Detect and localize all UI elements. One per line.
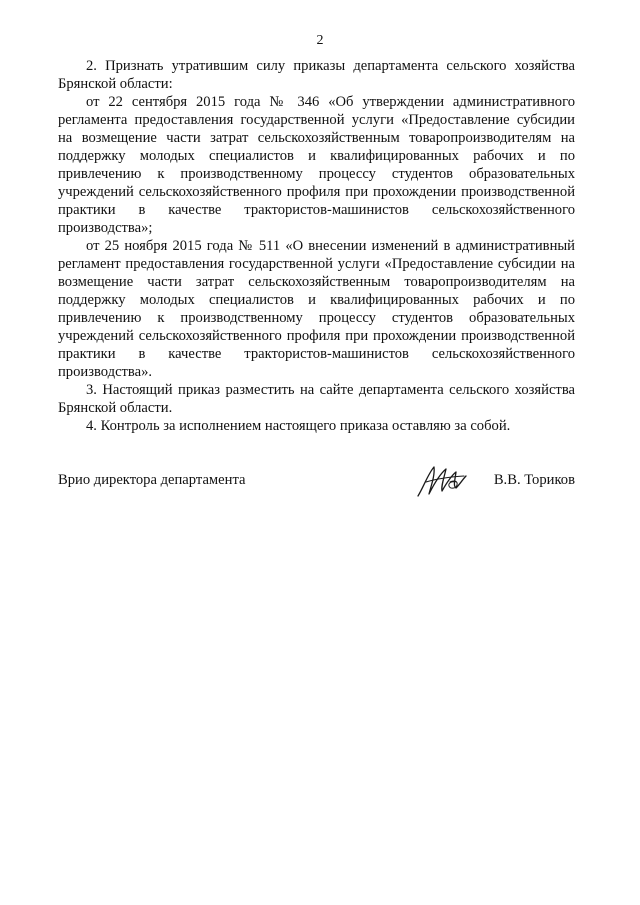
- signer-title: Врио директора департамента: [58, 472, 246, 488]
- document-body: [58, 57, 575, 435]
- handwritten-signature: [414, 464, 474, 498]
- paragraph-item-4: 4. Контроль за исполнением настоящего приказа оставляю за собой.: [86, 418, 511, 434]
- paragraph-item-2: 2. Признать утратившим силу приказы департамента сельского хозяйства Брянской области:: [58, 58, 575, 92]
- signer-name: В.В. Ториков: [493, 472, 575, 488]
- page-number: 2: [316, 33, 324, 48]
- paragraph-order-346: от 22 сентября 2015 года № 346 «Об утверждении административного регламента предоставления государственной услуги «Предоставление субсидии на возмещение части затрат сельскохозяйственным товаропроизводителям на поддержку молодых специалистов и квалифицированных рабочих и по привлечению к производственному процессу студентов образовательных учреждений сельскохозяйственного профиля при прохождении производственной практики в качестве трактористов-машинистов сельскохозяйственного производства»;: [58, 94, 575, 236]
- paragraph-order-511: от 25 ноября 2015 года № 511 «О внесении изменений в административный регламент предоставления государственной услуги «Предоставление субсидии на возмещение части затрат сельскохозяйственным товаропроизводителям на поддержку молодых специалистов и квалифицированных рабочих и по привлечению к производственному процессу студентов образовательных учреждений сельскохозяйственного профиля при прохождении производственной практики в качестве трактористов-машинистов сельскохозяйственного производства».: [58, 238, 575, 380]
- signature-block: [58, 464, 575, 504]
- paragraph-item-3: 3. Настоящий приказ разместить на сайте департамента сельского хозяйства Брянской области.: [58, 382, 575, 416]
